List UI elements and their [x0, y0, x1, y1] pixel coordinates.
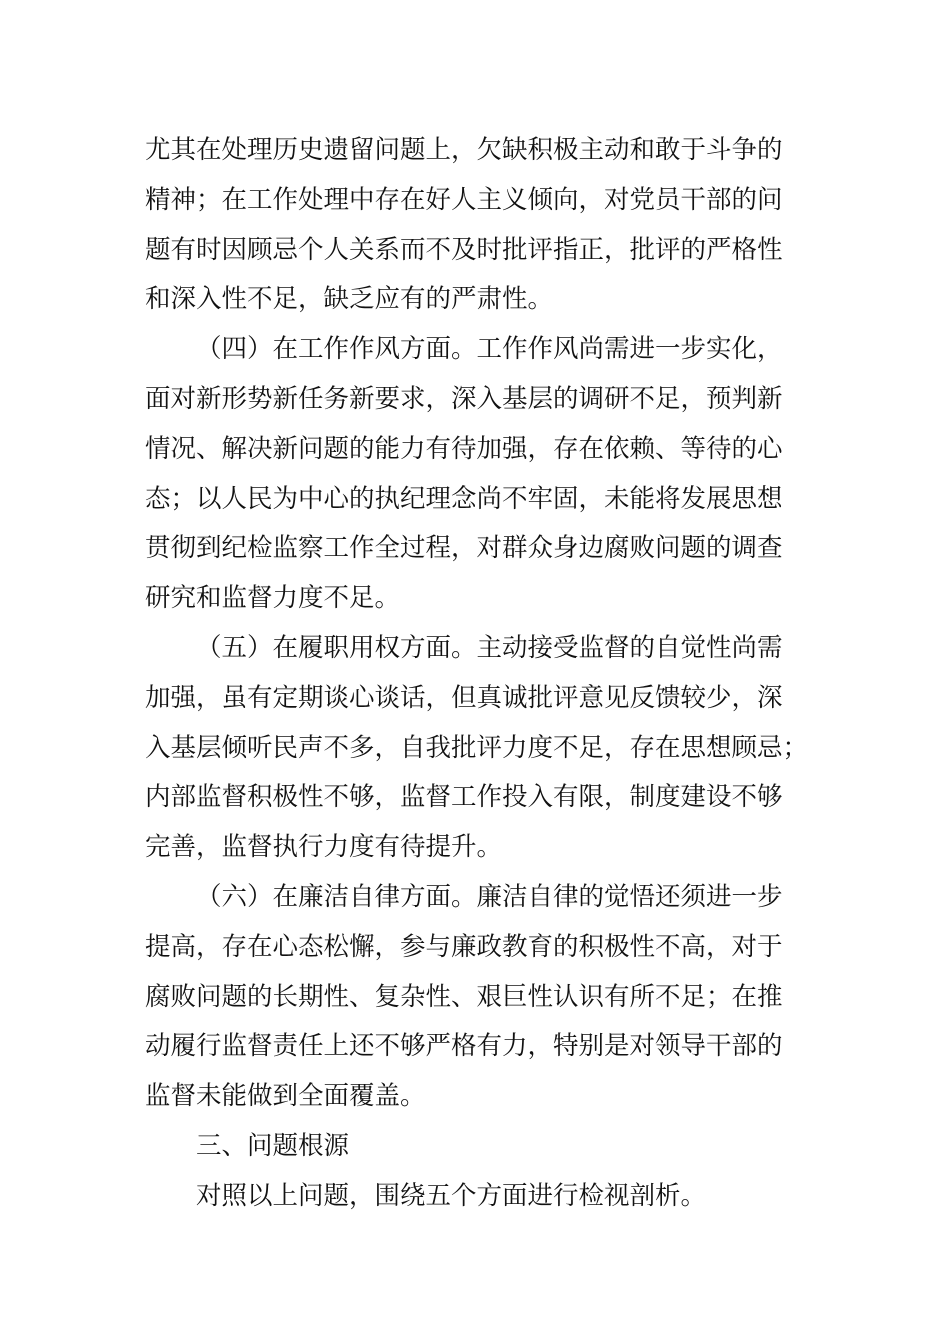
paragraph-line: 贯彻到纪检监察工作全过程，对群众身边腐败问题的调查 — [145, 533, 783, 564]
paragraph-line: 和深入性不足，缺乏应有的严肃性。 — [145, 284, 554, 315]
paragraph-line: 态；以人民为中心的执纪理念尚不牢固，未能将发展思想 — [145, 483, 783, 514]
paragraph-line: 尤其在处理历史遗留问题上，欠缺积极主动和敢于斗争的 — [145, 135, 783, 165]
paragraph-line: 内部监督积极性不够，监督工作投入有限，制度建设不够 — [145, 782, 783, 813]
paragraph-line: 入基层倾听民声不多，自我批评力度不足，存在思想顾忌； — [145, 732, 809, 763]
paragraph-line: 研究和监督力度不足。 — [145, 583, 401, 614]
paragraph-first-line: 三、问题根源 — [196, 1130, 350, 1161]
paragraph-line: 面对新形势新任务新要求，深入基层的调研不足，预判新 — [145, 383, 783, 414]
paragraph-first-line: （四）在工作作风方面。工作作风尚需进一步实化， — [196, 334, 783, 365]
paragraph-line: 情况、解决新问题的能力有待加强，存在依赖、等待的心 — [145, 433, 783, 464]
paragraph-first-line: 对照以上问题，围绕五个方面进行检视剖析。 — [196, 1180, 707, 1211]
paragraph-line: 加强，虽有定期谈心谈话，但真诚批评意见反馈较少，深 — [145, 682, 783, 713]
paragraph-line: 腐败问题的长期性、复杂性、艰巨性认识有所不足；在推 — [145, 981, 783, 1012]
paragraph-line: 提高，存在心态松懈，参与廉政教育的积极性不高，对于 — [145, 931, 783, 962]
paragraph-first-line: （五）在履职用权方面。主动接受监督的自觉性尚需 — [196, 632, 783, 663]
paragraph-line: 监督未能做到全面覆盖。 — [145, 1081, 426, 1112]
document-body — [145, 126, 809, 1222]
paragraph-line: 精神；在工作处理中存在好人主义倾向，对党员干部的问 — [145, 184, 783, 215]
paragraph-line: 动履行监督责任上还不够严格有力，特别是对领导干部的 — [145, 1031, 783, 1062]
paragraph-line: 题有时因顾忌个人关系而不及时批评指正，批评的严格性 — [145, 234, 783, 265]
paragraph-first-line: （六）在廉洁自律方面。廉洁自律的觉悟还须进一步 — [196, 881, 783, 912]
paragraph-line: 完善，监督执行力度有待提升。 — [145, 832, 503, 863]
